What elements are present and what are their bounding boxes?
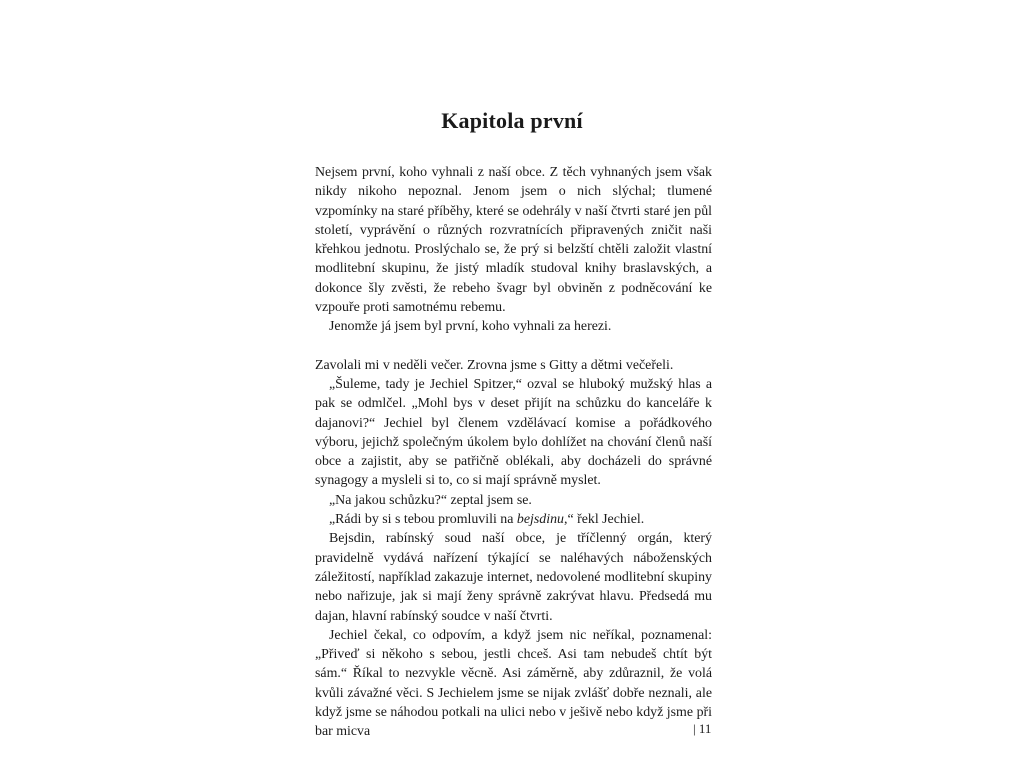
paragraph: „Na jakou schůzku?“ zeptal jsem se. xyxy=(329,492,532,508)
italic-term: bejsdinu xyxy=(516,512,564,528)
quote-end: ,“ řekl Jechiel. xyxy=(563,512,645,528)
page-number: | 11 xyxy=(693,721,712,736)
paragraph: Bejsdin, rabínský soud naší obce, je tříčlenný orgán, který pravidelně vydává nařízení týkající se naléhavých náboženských záležitostí, například zakazuje internet, nedovolené modlitební skupiny nebo nařizuje, jak si mají ženy správně zakrývat hlavu. Předsedá mu dajan, hlavní rabínský soudce v naší čtvrti. xyxy=(315,531,712,624)
paragraph-with-italic xyxy=(315,510,712,529)
paragraph: Zavolali mi v neděli večer. Zrovna jsme s Gitty a dětmi večeřeli. xyxy=(315,357,674,373)
paragraph: Jenomže já jsem byl první, koho vyhnali za herezi. xyxy=(329,319,612,335)
body-text xyxy=(315,163,712,742)
quote-start: „Rádi by si s tebou promluvili na xyxy=(329,512,517,528)
chapter-title: Kapitola první xyxy=(441,108,583,133)
paragraph: Nejsem první, koho vyhnali z naší obce. Z těch vyhnaných jsem však nikdy nikoho nepoznal. Jenom jsem o nich slýchal; tlumené vzpomínky na staré příběhy, které se odehrály v naší čtvrti staré jen půl století, vyprávění o různých rozvratnících připravených zničit naši křehkou jednotu. Proslýchalo se, že prý si belzští chtěli založit vlastní modlitební skupinu, že jistý mladík studoval knihy braslavských, a dokonce šly zvěsti, že rebeho švagr byl obviněn z podněcování ke vzpouře proti samotnému rebemu. xyxy=(315,165,712,316)
paragraph: „Šuleme, tady je Jechiel Spitzer,“ ozval se hluboký mužský hlas a pak se odmlčel. „Mohl bys v deset přijít na schůzku do kanceláře k dajanovi?“ Jechiel byl členem vzdělávací komise a pořádkového výboru, jejichž společným úkolem bylo dohlížet na chování členů naší obce a zajistit, aby se patřičně oblékali, aby docházeli do správné synagogy a mysleli si to, co si mají správně myslet. xyxy=(315,376,712,489)
paragraph: Jechiel čekal, co odpovím, a když jsem nic neříkal, poznamenal: „Přiveď si někoho s sebou, jestli chceš. Asi tam nebudeš chtít být sám.“ Říkal to nezvykle věcně. Asi záměrně, aby zdůraznil, že volá kvůli závažné věci. S Jechielem jsme se nijak zvlášť dobře neznali, ale když jsme se náhodou potkali na ulici nebo v ješivě nebo když jsme při bar micva xyxy=(315,627,712,740)
